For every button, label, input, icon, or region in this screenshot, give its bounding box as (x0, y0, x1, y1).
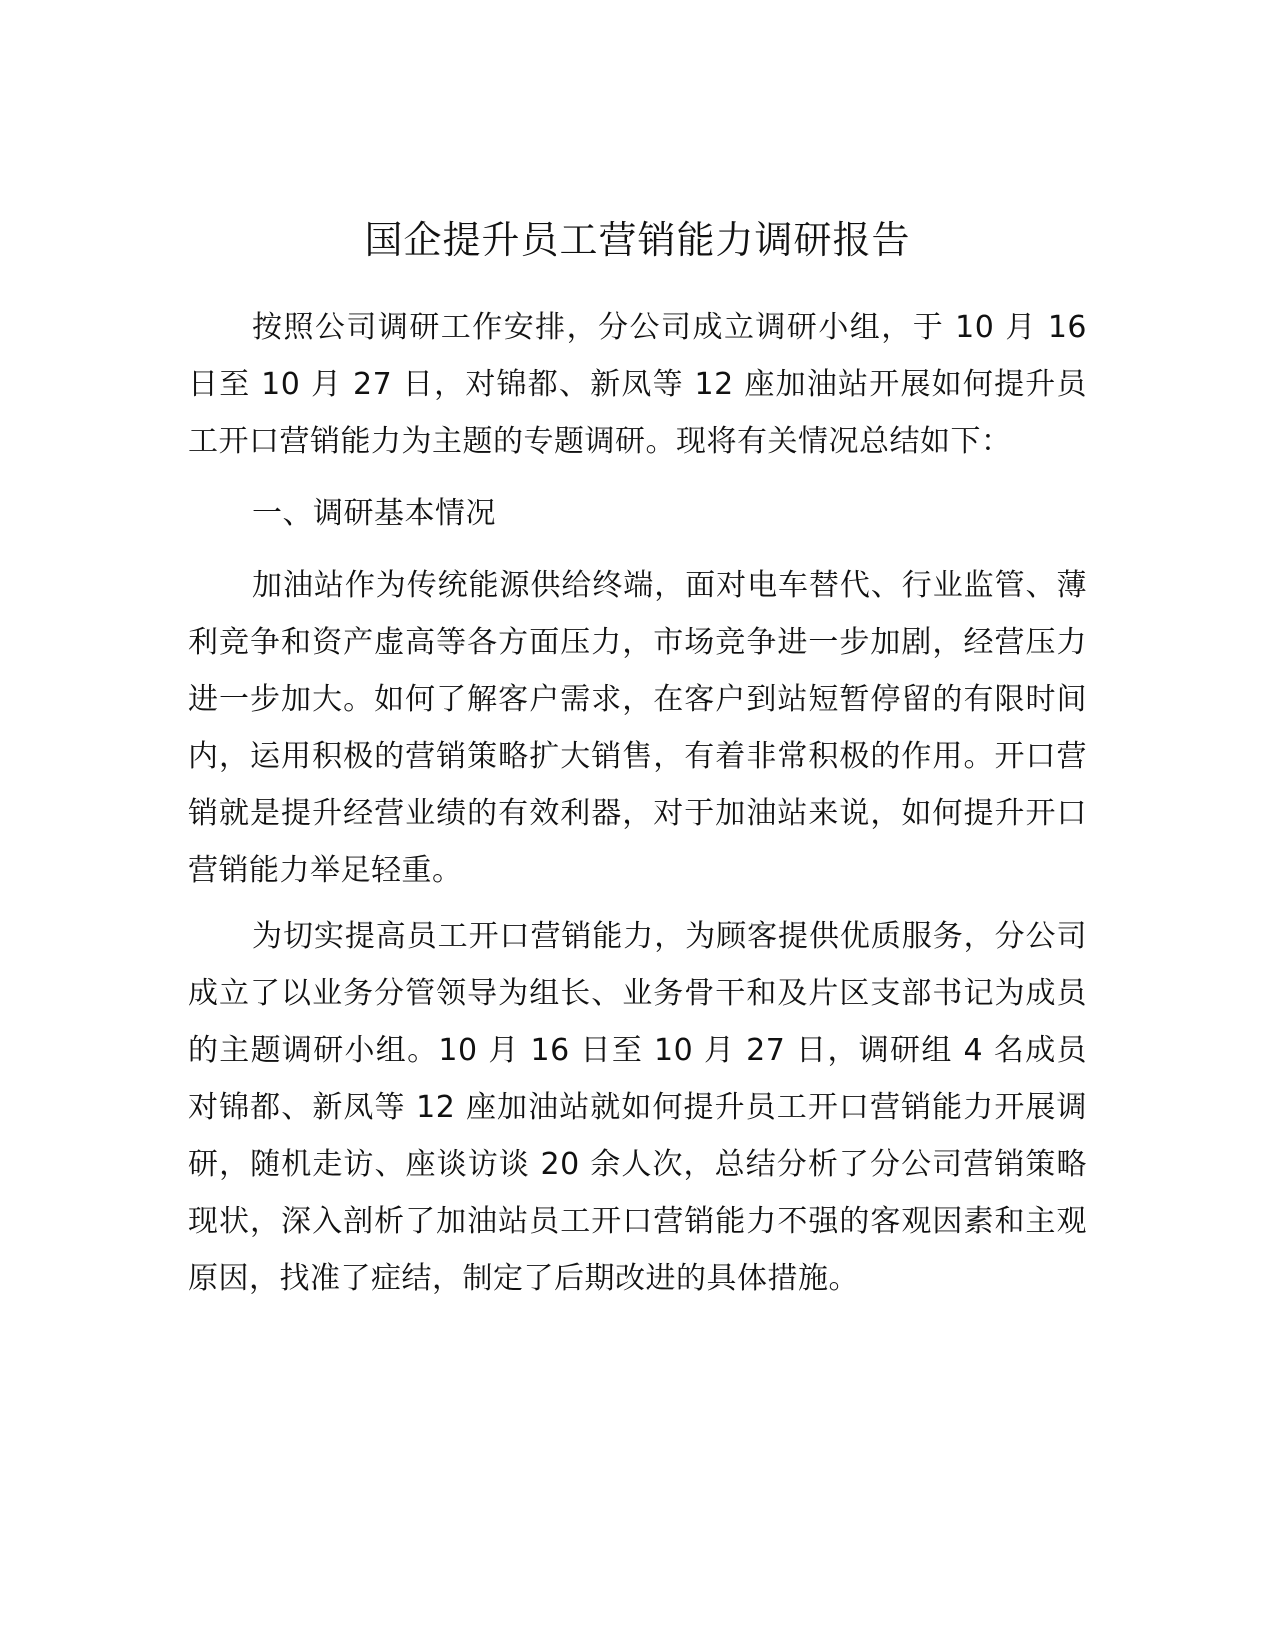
document-body (188, 299, 1087, 1307)
intro-paragraph: 按照公司调研工作安排，分公司成立调研小组，于 10 月 16 日至 10 月 27 日，对锦都、新凤等 12 座加油站开展如何提升员工开口营销能力为主题的专题调研。现将有关情况总结如下： (188, 310, 1087, 459)
document-title: 国企提升员工营销能力调研报告 (364, 218, 911, 262)
background-paragraph: 加油站作为传统能源供给终端，面对电车替代、行业监管、薄利竞争和资产虚高等各方面压力，市场竞争进一步加剧，经营压力进一步加大。如何了解客户需求，在客户到站短暂停留的有限时间内，运用积极的营销策略扩大销售，有着非常积极的作用。开口营销就是提升经营业绩的有效利器，对于加油站来说，如何提升开口营销能力举足轻重。 (188, 568, 1087, 888)
research-paragraph: 为切实提高员工开口营销能力，为顾客提供优质服务，分公司成立了以业务分管领导为组长、业务骨干和及片区支部书记为成员的主题调研小组。10 月 16 日至 10 月 27 日，调研组 4 名成员对锦都、新凤等 12 座加油站就如何提升员工开口营销能力开展调研，随机走访、座谈访谈 20 余人次，总结分析了分公司营销策略现状，深入剖析了加油站员工开口营销能力不强的客观因素和主观原因，找准了症结，制定了后期改进的具体措施。 (188, 919, 1087, 1296)
section-heading: 一、调研基本情况 (252, 496, 496, 531)
